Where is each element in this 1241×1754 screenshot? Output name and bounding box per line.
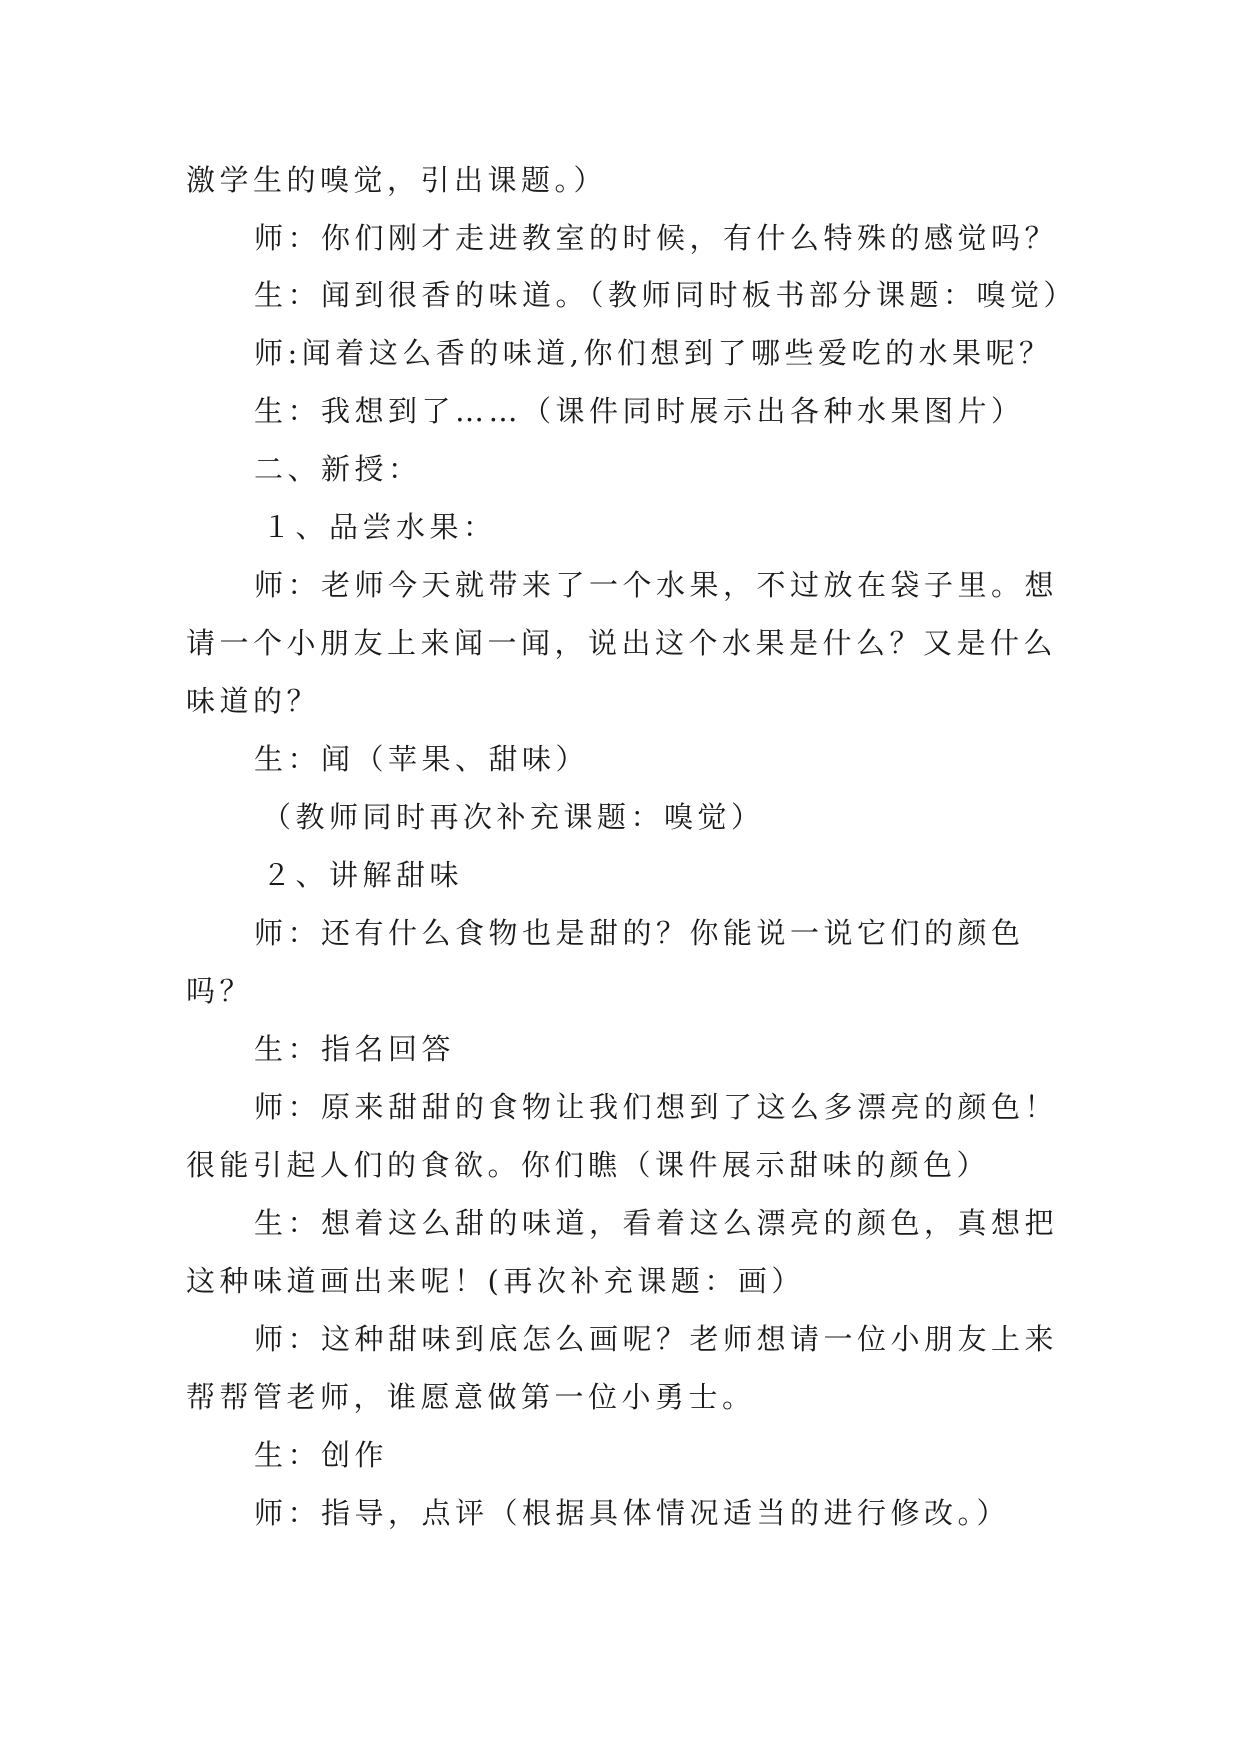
text-line-15: 吗？: [186, 974, 254, 1008]
text-line-10: 味道的？: [186, 684, 321, 718]
text-line-21: 师：这种甜味到底怎么画呢？老师想请一位小朋友上来: [254, 1322, 1059, 1356]
text-line-20: 这种味道画出来呢！(再次补充课题：画）: [186, 1264, 805, 1298]
text-line-16: 生：指名回答: [254, 1032, 456, 1066]
section-heading: 二、新授：: [254, 452, 422, 486]
text-line-2: 师：你们刚才走进教室的时候，有什么特殊的感觉吗？: [254, 221, 1059, 255]
text-line-12: （教师同时再次补充课题：嗅觉）: [262, 800, 765, 834]
text-line-19: 生：想着这么甜的味道，看着这么漂亮的颜色，真想把: [254, 1206, 1059, 1240]
text-line-5: 生：我想到了……（课件同时展示出各种水果图片）: [254, 394, 1025, 428]
subsection-heading-1: １、品尝水果：: [262, 510, 497, 544]
text-line-1: 激学生的嗅觉，引出课题。）: [186, 163, 608, 197]
text-line-23: 生：创作: [254, 1438, 389, 1472]
text-line-14: 师：还有什么食物也是甜的？你能说一说它们的颜色: [254, 916, 1025, 950]
text-line-17: 师：原来甜甜的食物让我们想到了这么多漂亮的颜色！: [254, 1090, 1059, 1124]
text-line-11: 生：闻（苹果、甜味）: [254, 742, 590, 776]
text-line-4: 师:闻着这么香的味道,你们想到了哪些爱吃的水果呢？: [254, 336, 1053, 370]
subsection-heading-2: ２、讲解甜味: [262, 858, 464, 892]
text-line-9: 请一个小朋友上来闻一闻，说出这个水果是什么？又是什么: [186, 626, 1058, 660]
text-line-24: 师：指导，点评（根据具体情况适当的进行修改。）: [254, 1496, 1011, 1530]
text-line-8: 师：老师今天就带来了一个水果，不过放在袋子里。想: [254, 568, 1059, 602]
text-line-18: 很能引起人们的食欲。你们瞧（课件展示甜味的颜色）: [186, 1148, 991, 1182]
text-line-3: 生：闻到很香的味道。（教师同时板书部分课题：嗅觉）: [254, 278, 1078, 312]
text-line-22: 帮帮管老师，谁愿意做第一位小勇士。: [186, 1380, 756, 1414]
